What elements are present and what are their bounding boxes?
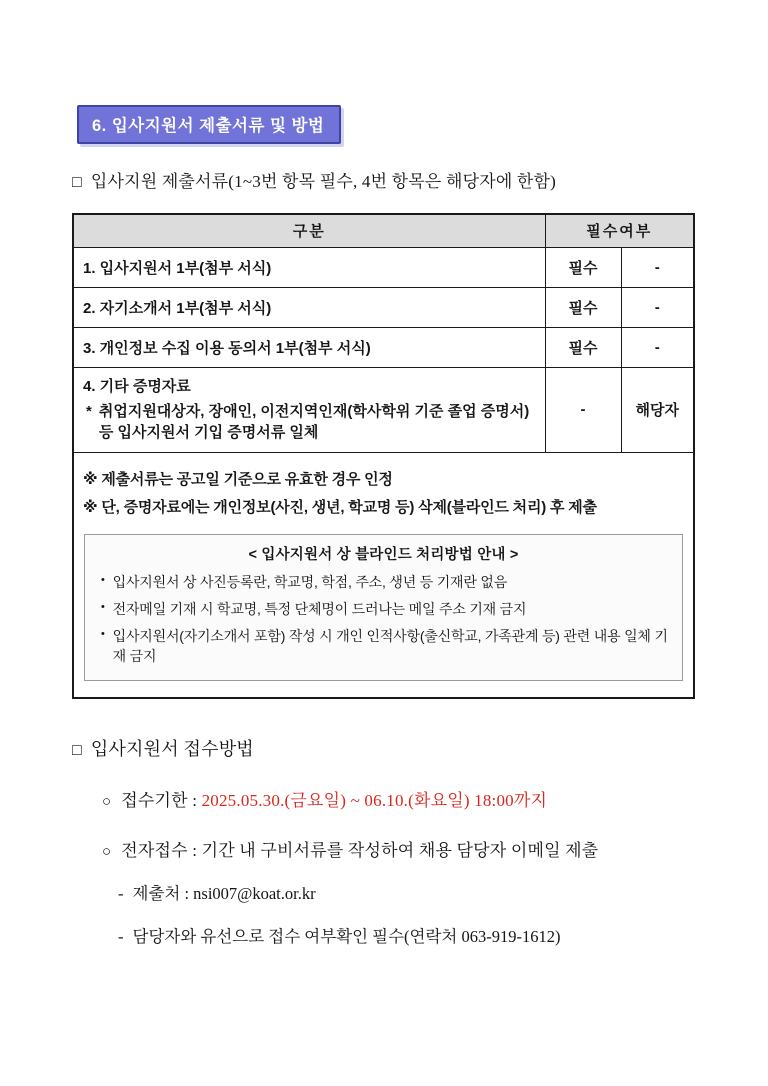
bullet-dot-icon: • [101, 573, 105, 586]
documents-heading-text: 입사지원 제출서류(1~3번 항목 필수, 4번 항목은 해당자에 한함) [90, 172, 556, 191]
submission-section-heading [72, 735, 696, 761]
electronic-submission-item [102, 836, 696, 861]
blind-guide-item [99, 599, 668, 619]
table-row [73, 287, 694, 327]
phone-confirm-item [118, 923, 696, 947]
bullet-dot-icon: • [101, 600, 105, 613]
row-applicable: - [621, 287, 694, 327]
row-label-subline [83, 401, 537, 445]
blind-guide-item-text: 입사지원서 상 사진등록란, 학교명, 학점, 주소, 생년 등 기재란 없음 [112, 573, 508, 590]
table-row [73, 327, 694, 367]
note-line: ※ 제출서류는 공고일 기준으로 유효한 경우 인정 [83, 471, 393, 488]
blind-guide-item-text: 입사지원서(자기소개서 포함) 작성 시 개인 인적사항(출신학교, 가족관계 등) 관련 내용 일체 기재 금지 [112, 628, 668, 665]
blind-guide-box [84, 534, 683, 681]
deadline-item [102, 786, 696, 811]
row-label-subtext: 취업지원대상자, 장애인, 이전지역인재(학사학위 기준 졸업 증명서) 등 입사지원서 기입 증명서류 일체 [98, 402, 530, 442]
deadline-value: 2025.05.30.(금요일) ~ 06.10.(화요일) 18:00까지 [201, 790, 548, 810]
submit-address-item [118, 880, 696, 904]
submit-address-text: 제출처 : nsi007@koat.or.kr [132, 883, 316, 903]
circle-marker-icon: ○ [102, 793, 112, 810]
table-header-row [73, 214, 694, 247]
square-marker-icon: □ [72, 741, 82, 759]
row-required: - [545, 367, 621, 453]
notes-cell [73, 453, 694, 698]
submission-list [72, 786, 696, 947]
row-applicable: - [621, 247, 694, 287]
circle-marker-icon: ○ [102, 843, 112, 860]
electronic-submission-text: 전자접수 : 기간 내 구비서류를 작성하여 채용 담당자 이메일 제출 [121, 840, 599, 860]
row-label: 3. 개인정보 수집 이용 동의서 1부(첨부 서식) [73, 327, 545, 367]
table-row [73, 247, 694, 287]
row-required: 필수 [545, 247, 621, 287]
row-applicable: - [621, 327, 694, 367]
note-line: ※ 단, 증명자료에는 개인정보(사진, 생년, 학교명 등) 삭제(블라인드 처리) 후 제출 [83, 498, 597, 516]
blind-guide-item-text: 전자메일 기재 시 학교명, 특정 단체명이 드러나는 메일 주소 기재 금지 [112, 600, 527, 617]
square-marker-icon: □ [72, 174, 82, 191]
blind-guide-item [99, 626, 668, 667]
asterisk-marker-icon: * [86, 402, 92, 420]
section-badge: 6. 입사지원서 제출서류 및 방법 [77, 105, 341, 144]
row-label: 2. 자기소개서 1부(첨부 서식) [73, 287, 545, 327]
blind-guide-item [99, 572, 668, 592]
col-header-required: 필수여부 [545, 214, 694, 247]
submission-heading-text: 입사지원서 접수방법 [90, 738, 254, 759]
section-badge-row [72, 0, 696, 144]
documents-section-heading [72, 167, 696, 192]
bullet-dot-icon: • [101, 628, 105, 641]
row-label: 1. 입사지원서 1부(첨부 서식) [73, 247, 545, 287]
row-required: 필수 [545, 287, 621, 327]
row-required: 필수 [545, 327, 621, 367]
col-header-category: 구분 [73, 214, 545, 247]
row-label-title: 4. 기타 증명자료 [83, 377, 191, 395]
dash-marker-icon: - [118, 926, 124, 946]
phone-confirm-text: 담당자와 유선으로 접수 여부확인 필수(연락처 063-919-1612) [132, 926, 561, 946]
dash-marker-icon: - [118, 883, 124, 903]
deadline-label: 접수기한 : [121, 790, 202, 810]
row-applicable: 해당자 [621, 367, 694, 453]
table-notes-row [73, 453, 694, 698]
blind-guide-title: < 입사지원서 상 블라인드 처리방법 안내 > [248, 546, 519, 563]
table-row [73, 367, 694, 453]
documents-table [72, 213, 695, 699]
row-label [73, 367, 545, 453]
